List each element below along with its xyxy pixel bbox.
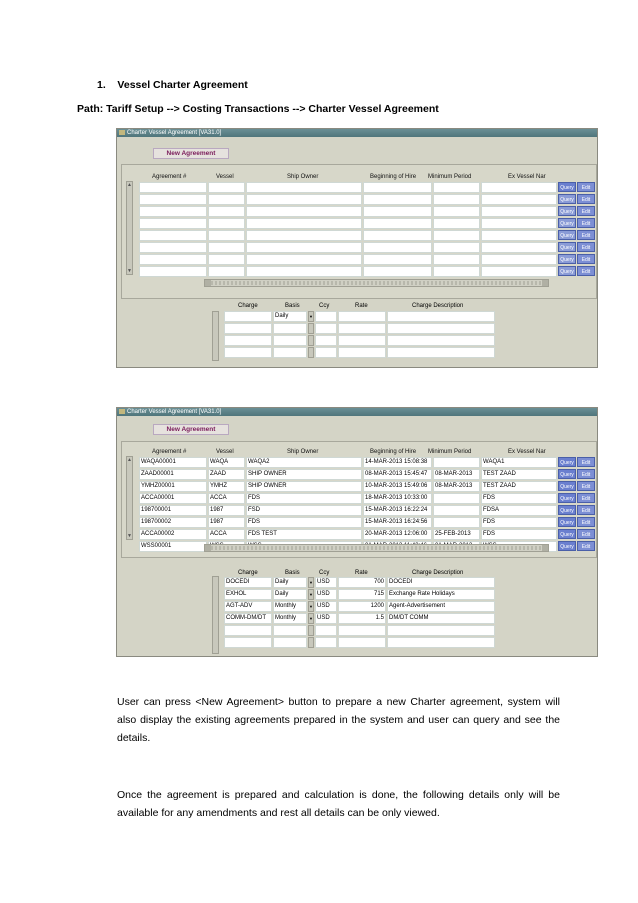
beginning-of-hire-cell[interactable]: 10-MAR-2013 15:49:06	[363, 481, 432, 492]
query-button[interactable]: Query	[558, 194, 576, 204]
ex-vessel-name-cell[interactable]: TEST ZAAD	[481, 469, 557, 480]
col-minimum-period: Minimum Period	[428, 449, 472, 455]
col-charge-description: Charge Description	[412, 570, 464, 576]
charge-row	[224, 577, 496, 588]
section-heading: 1. Vessel Charter Agreement	[97, 79, 248, 91]
ex-vessel-name-cell[interactable]	[481, 182, 557, 193]
charge-description-cell[interactable]: Agent-Advertisement	[387, 601, 495, 612]
charge-cell[interactable]: AGT-ADV	[224, 601, 272, 612]
agreement-cell[interactable]: ACCA00002	[139, 529, 207, 540]
agreement-cell[interactable]: WSS00001	[139, 541, 207, 552]
query-button[interactable]: Query	[558, 457, 576, 467]
col-ccy: Ccy	[319, 303, 330, 309]
vessel-cell[interactable]: YMHZ	[208, 481, 245, 492]
minimum-period-cell[interactable]: 08-MAR-2013	[433, 469, 480, 480]
col-vessel: Vessel	[216, 174, 234, 180]
minimum-period-cell[interactable]	[433, 254, 480, 265]
navigation-path: Path: Tariff Setup --> Costing Transactions --> Charter Vessel Agreement	[77, 103, 439, 115]
charge-cell[interactable]: EXHOL	[224, 589, 272, 600]
new-agreement-button[interactable]: New Agreement	[153, 148, 229, 159]
ccy-cell[interactable]: USD	[315, 613, 337, 624]
col-beginning-of-hire: Beginning of Hire	[370, 174, 417, 180]
edit-button[interactable]: Edit	[577, 481, 595, 491]
charter-vessel-window-populated	[116, 407, 598, 657]
basis-dropdown-icon[interactable]: ▼	[308, 577, 314, 588]
vessel-cell[interactable]: 1987	[208, 517, 245, 528]
agreement-cell[interactable]	[139, 218, 207, 229]
charge-row	[224, 589, 496, 600]
window-titlebar	[117, 129, 597, 137]
col-vessel: Vessel	[216, 449, 234, 455]
ex-vessel-name-cell[interactable]: FDS	[481, 529, 557, 540]
edit-button[interactable]: Edit	[577, 529, 595, 539]
charge-row	[224, 637, 496, 648]
beginning-of-hire-cell[interactable]: 20-MAR-2013 12:06:00	[363, 529, 432, 540]
charge-cell[interactable]	[224, 323, 272, 334]
basis-dropdown-icon[interactable]	[308, 335, 314, 346]
ship-owner-cell[interactable]: SHIP OWNER	[246, 481, 362, 492]
new-agreement-button[interactable]: New Agreement	[153, 424, 229, 435]
window-title: Charter Vessel Agreement [VA31.0]	[127, 409, 222, 415]
table-row	[139, 218, 596, 229]
query-button[interactable]: Query	[558, 529, 576, 539]
ccy-cell[interactable]	[315, 311, 337, 322]
charge-row	[224, 601, 496, 612]
minimum-period-cell[interactable]	[433, 230, 480, 241]
agreement-cell[interactable]	[139, 182, 207, 193]
charge-description-cell[interactable]	[387, 311, 495, 322]
minimum-period-cell[interactable]	[433, 266, 480, 277]
charge-cell[interactable]	[224, 335, 272, 346]
query-button[interactable]: Query	[558, 493, 576, 503]
ex-vessel-name-cell[interactable]	[481, 194, 557, 205]
ex-vessel-name-cell[interactable]	[481, 218, 557, 229]
agreement-cell[interactable]: YMHZ00001	[139, 481, 207, 492]
ship-owner-cell[interactable]: SHIP OWNER	[246, 469, 362, 480]
col-ship-owner: Ship Owner	[287, 174, 319, 180]
agreements-vertical-scrollbar[interactable]	[126, 181, 133, 275]
charge-description-cell[interactable]	[387, 637, 495, 648]
col-ccy: Ccy	[319, 570, 330, 576]
rate-cell[interactable]	[338, 311, 386, 322]
ex-vessel-name-cell[interactable]: TEST ZAAD	[481, 481, 557, 492]
charge-cell[interactable]	[224, 637, 272, 648]
col-beginning-of-hire: Beginning of Hire	[370, 449, 417, 455]
vessel-cell[interactable]: WAQA	[208, 457, 245, 468]
charge-row	[224, 323, 496, 334]
basis-cell[interactable]: Monthly	[273, 601, 307, 612]
ccy-cell[interactable]: USD	[315, 589, 337, 600]
ex-vessel-name-cell[interactable]: FDSA	[481, 505, 557, 516]
agreements-horizontal-scrollbar[interactable]	[204, 544, 549, 552]
beginning-of-hire-cell[interactable]: 15-MAR-2013 16:22:24	[363, 505, 432, 516]
minimum-period-cell[interactable]	[433, 242, 480, 253]
basis-dropdown-icon[interactable]: ▼	[308, 613, 314, 624]
agreements-panel	[121, 441, 597, 558]
col-rate: Rate	[355, 303, 368, 309]
col-minimum-period: Minimum Period	[428, 174, 472, 180]
minimum-period-cell[interactable]	[433, 517, 480, 528]
charge-cell[interactable]	[224, 311, 272, 322]
basis-dropdown-icon[interactable]	[308, 347, 314, 358]
charge-cell[interactable]: DOCEDI	[224, 577, 272, 588]
ex-vessel-name-cell[interactable]	[481, 206, 557, 217]
charge-cell[interactable]	[224, 625, 272, 636]
vessel-cell[interactable]	[208, 254, 245, 265]
minimum-period-cell[interactable]: 25-FEB-2013	[433, 529, 480, 540]
agreement-cell[interactable]	[139, 230, 207, 241]
scroll-down-icon[interactable]: ▼	[127, 533, 132, 539]
basis-cell[interactable]: Daily	[273, 311, 307, 322]
edit-button[interactable]: Edit	[577, 206, 595, 216]
charges-vertical-scrollbar[interactable]	[212, 311, 219, 361]
table-row	[139, 242, 596, 253]
minimum-period-cell[interactable]	[433, 218, 480, 229]
vessel-cell[interactable]: ACCA	[208, 529, 245, 540]
basis-dropdown-icon[interactable]: ▼	[308, 311, 314, 322]
table-row	[139, 266, 596, 277]
charge-row	[224, 625, 496, 636]
table-row	[139, 182, 596, 193]
query-button[interactable]: Query	[558, 266, 576, 276]
ship-owner-cell[interactable]	[246, 206, 362, 217]
ship-owner-cell[interactable]: FDS	[246, 493, 362, 504]
basis-cell[interactable]	[273, 637, 307, 648]
minimum-period-cell[interactable]	[433, 457, 480, 468]
col-ship-owner: Ship Owner	[287, 449, 319, 455]
basis-cell[interactable]	[273, 335, 307, 346]
basis-dropdown-icon[interactable]	[308, 323, 314, 334]
edit-button[interactable]: Edit	[577, 218, 595, 228]
ex-vessel-name-cell[interactable]: WAQA1	[481, 457, 557, 468]
query-button[interactable]: Query	[558, 230, 576, 240]
edit-button[interactable]: Edit	[577, 505, 595, 515]
app-icon	[119, 409, 125, 414]
query-button[interactable]: Query	[558, 541, 576, 551]
vessel-cell[interactable]	[208, 194, 245, 205]
table-row	[139, 194, 596, 205]
beginning-of-hire-cell[interactable]	[363, 242, 432, 253]
basis-cell[interactable]	[273, 323, 307, 334]
scroll-right-icon[interactable]	[542, 545, 548, 551]
rate-cell[interactable]	[338, 323, 386, 334]
ship-owner-cell[interactable]	[246, 230, 362, 241]
beginning-of-hire-cell[interactable]	[363, 254, 432, 265]
rate-cell[interactable]: 715	[338, 589, 386, 600]
table-row	[139, 469, 596, 480]
scroll-up-icon[interactable]: ▲	[127, 457, 132, 463]
col-agreement: Agreement #	[152, 449, 187, 455]
charges-grid	[224, 311, 496, 359]
ccy-cell[interactable]	[315, 335, 337, 346]
agreement-cell[interactable]	[139, 242, 207, 253]
beginning-of-hire-cell[interactable]	[363, 218, 432, 229]
query-button[interactable]: Query	[558, 481, 576, 491]
ship-owner-cell[interactable]	[246, 194, 362, 205]
beginning-of-hire-cell[interactable]	[363, 230, 432, 241]
window-titlebar	[117, 408, 597, 416]
minimum-period-cell[interactable]	[433, 206, 480, 217]
beginning-of-hire-cell[interactable]: 08-MAR-2013 15:45:47	[363, 469, 432, 480]
minimum-period-cell[interactable]	[433, 505, 480, 516]
basis-cell[interactable]: Daily	[273, 577, 307, 588]
charge-cell[interactable]	[224, 347, 272, 358]
ship-owner-cell[interactable]	[246, 254, 362, 265]
ex-vessel-name-cell[interactable]: FDS	[481, 493, 557, 504]
rate-cell[interactable]	[338, 625, 386, 636]
table-row	[139, 254, 596, 265]
edit-button[interactable]: Edit	[577, 230, 595, 240]
agreements-horizontal-scrollbar[interactable]	[204, 279, 549, 287]
query-button[interactable]: Query	[558, 218, 576, 228]
agreement-cell[interactable]	[139, 266, 207, 277]
app-icon	[119, 130, 125, 135]
beginning-of-hire-cell[interactable]	[363, 194, 432, 205]
vessel-cell[interactable]: 1987	[208, 505, 245, 516]
query-button[interactable]: Query	[558, 254, 576, 264]
col-charge: Charge	[238, 570, 258, 576]
rate-cell[interactable]: 1.5	[338, 613, 386, 624]
vessel-cell[interactable]	[208, 230, 245, 241]
minimum-period-cell[interactable]	[433, 194, 480, 205]
beginning-of-hire-cell[interactable]: 15-MAR-2013 16:24:56	[363, 517, 432, 528]
edit-button[interactable]: Edit	[577, 242, 595, 252]
agreement-cell[interactable]	[139, 254, 207, 265]
ship-owner-cell[interactable]	[246, 266, 362, 277]
edit-button[interactable]: Edit	[577, 469, 595, 479]
col-charge-description: Charge Description	[412, 303, 464, 309]
ccy-cell[interactable]	[315, 347, 337, 358]
table-row	[139, 493, 596, 504]
charge-cell[interactable]: COMM-DM/DT	[224, 613, 272, 624]
basis-dropdown-icon[interactable]: ▼	[308, 601, 314, 612]
rate-cell[interactable]	[338, 637, 386, 648]
ccy-cell[interactable]	[315, 323, 337, 334]
agreements-panel	[121, 164, 597, 299]
ship-owner-cell[interactable]	[246, 242, 362, 253]
agreement-cell[interactable]	[139, 194, 207, 205]
charge-description-cell[interactable]	[387, 323, 495, 334]
minimum-period-cell[interactable]	[433, 493, 480, 504]
query-button[interactable]: Query	[558, 469, 576, 479]
ship-owner-cell[interactable]: FDS TEST	[246, 529, 362, 540]
charge-row	[224, 613, 496, 624]
basis-dropdown-icon[interactable]	[308, 637, 314, 648]
paragraph-amendments: Once the agreement is prepared and calculation is done, the following details only will be available for any amendments and rest all details can be only viewed.	[117, 789, 560, 819]
table-row	[139, 481, 596, 492]
edit-button[interactable]: Edit	[577, 517, 595, 527]
query-button[interactable]: Query	[558, 505, 576, 515]
ship-owner-cell[interactable]: WAQA2	[246, 457, 362, 468]
minimum-period-cell[interactable]	[433, 182, 480, 193]
charge-description-cell[interactable]: DM/DT COMM	[387, 613, 495, 624]
ship-owner-cell[interactable]	[246, 182, 362, 193]
ex-vessel-name-cell[interactable]	[481, 242, 557, 253]
table-row	[139, 457, 596, 468]
beginning-of-hire-cell[interactable]: 14-MAR-2013 15:08:38	[363, 457, 432, 468]
edit-button[interactable]: Edit	[577, 493, 595, 503]
ex-vessel-name-cell[interactable]	[481, 230, 557, 241]
vessel-cell[interactable]	[208, 242, 245, 253]
ship-owner-cell[interactable]: FDS	[246, 517, 362, 528]
charge-description-cell[interactable]: DOCEDI	[387, 577, 495, 588]
table-row	[139, 529, 596, 540]
rate-cell[interactable]	[338, 347, 386, 358]
charge-row	[224, 311, 496, 322]
basis-cell[interactable]: Monthly	[273, 613, 307, 624]
basis-cell[interactable]	[273, 625, 307, 636]
agreements-vertical-scrollbar[interactable]	[126, 456, 133, 540]
ex-vessel-name-cell[interactable]: FDS	[481, 517, 557, 528]
col-agreement: Agreement #	[152, 174, 187, 180]
charges-grid	[224, 577, 496, 649]
rate-cell[interactable]: 700	[338, 577, 386, 588]
ship-owner-cell[interactable]	[246, 218, 362, 229]
window-title: Charter Vessel Agreement [VA31.0]	[127, 130, 222, 136]
vessel-cell[interactable]: ZAAD	[208, 469, 245, 480]
col-ex-vessel-name: Ex Vessel Nar	[508, 174, 546, 180]
table-row	[139, 505, 596, 516]
col-rate: Rate	[355, 570, 368, 576]
beginning-of-hire-cell[interactable]	[363, 182, 432, 193]
table-row	[139, 517, 596, 528]
agreements-grid	[139, 182, 596, 278]
scroll-up-icon[interactable]: ▲	[127, 182, 132, 188]
ccy-cell[interactable]	[315, 637, 337, 648]
query-button[interactable]: Query	[558, 517, 576, 527]
col-basis: Basis	[285, 570, 300, 576]
edit-button[interactable]: Edit	[577, 254, 595, 264]
ccy-cell[interactable]	[315, 625, 337, 636]
scroll-right-icon[interactable]	[542, 280, 548, 286]
agreement-cell[interactable]: 198700001	[139, 505, 207, 516]
paragraph-new-agreement: User can press <New Agreement> button to prepare a new Charter agreement, system will also display the existing agreements prepared in the system and user can query and see the details.	[117, 696, 560, 744]
agreement-cell[interactable]: WAQA00001	[139, 457, 207, 468]
col-basis: Basis	[285, 303, 300, 309]
beginning-of-hire-cell[interactable]: 18-MAR-2013 10:33:00	[363, 493, 432, 504]
charge-row	[224, 347, 496, 358]
charter-vessel-window-empty	[116, 128, 598, 368]
basis-cell[interactable]: Daily	[273, 589, 307, 600]
ccy-cell[interactable]: USD	[315, 577, 337, 588]
scroll-down-icon[interactable]: ▼	[127, 268, 132, 274]
vessel-cell[interactable]	[208, 182, 245, 193]
charges-vertical-scrollbar[interactable]	[212, 576, 219, 654]
rate-cell[interactable]	[338, 335, 386, 346]
edit-button[interactable]: Edit	[577, 194, 595, 204]
edit-button[interactable]: Edit	[577, 457, 595, 467]
basis-dropdown-icon[interactable]	[308, 625, 314, 636]
edit-button[interactable]: Edit	[577, 541, 595, 551]
beginning-of-hire-cell[interactable]	[363, 206, 432, 217]
vessel-cell[interactable]	[208, 266, 245, 277]
charge-row	[224, 335, 496, 346]
vessel-cell[interactable]	[208, 206, 245, 217]
charge-description-cell[interactable]	[387, 335, 495, 346]
ex-vessel-name-cell[interactable]	[481, 254, 557, 265]
col-ex-vessel-name: Ex Vessel Nar	[508, 449, 546, 455]
edit-button[interactable]: Edit	[577, 182, 595, 192]
rate-cell[interactable]: 1200	[338, 601, 386, 612]
beginning-of-hire-cell[interactable]	[363, 266, 432, 277]
agreement-cell[interactable]: 198700002	[139, 517, 207, 528]
basis-cell[interactable]	[273, 347, 307, 358]
charge-description-cell[interactable]: Exchange Rate Holidays	[387, 589, 495, 600]
table-row	[139, 206, 596, 217]
charge-description-cell[interactable]	[387, 625, 495, 636]
ccy-cell[interactable]: USD	[315, 601, 337, 612]
edit-button[interactable]: Edit	[577, 266, 595, 276]
agreement-cell[interactable]: ZAAD00001	[139, 469, 207, 480]
agreement-cell[interactable]: ACCA00001	[139, 493, 207, 504]
vessel-cell[interactable]: ACCA	[208, 493, 245, 504]
query-button[interactable]: Query	[558, 242, 576, 252]
ship-owner-cell[interactable]: FSD	[246, 505, 362, 516]
minimum-period-cell[interactable]: 08-MAR-2013	[433, 481, 480, 492]
charge-description-cell[interactable]	[387, 347, 495, 358]
table-row	[139, 230, 596, 241]
query-button[interactable]: Query	[558, 182, 576, 192]
agreements-grid	[139, 457, 596, 553]
query-button[interactable]: Query	[558, 206, 576, 216]
vessel-cell[interactable]	[208, 218, 245, 229]
basis-dropdown-icon[interactable]: ▼	[308, 589, 314, 600]
col-charge: Charge	[238, 303, 258, 309]
agreement-cell[interactable]	[139, 206, 207, 217]
ex-vessel-name-cell[interactable]	[481, 266, 557, 277]
